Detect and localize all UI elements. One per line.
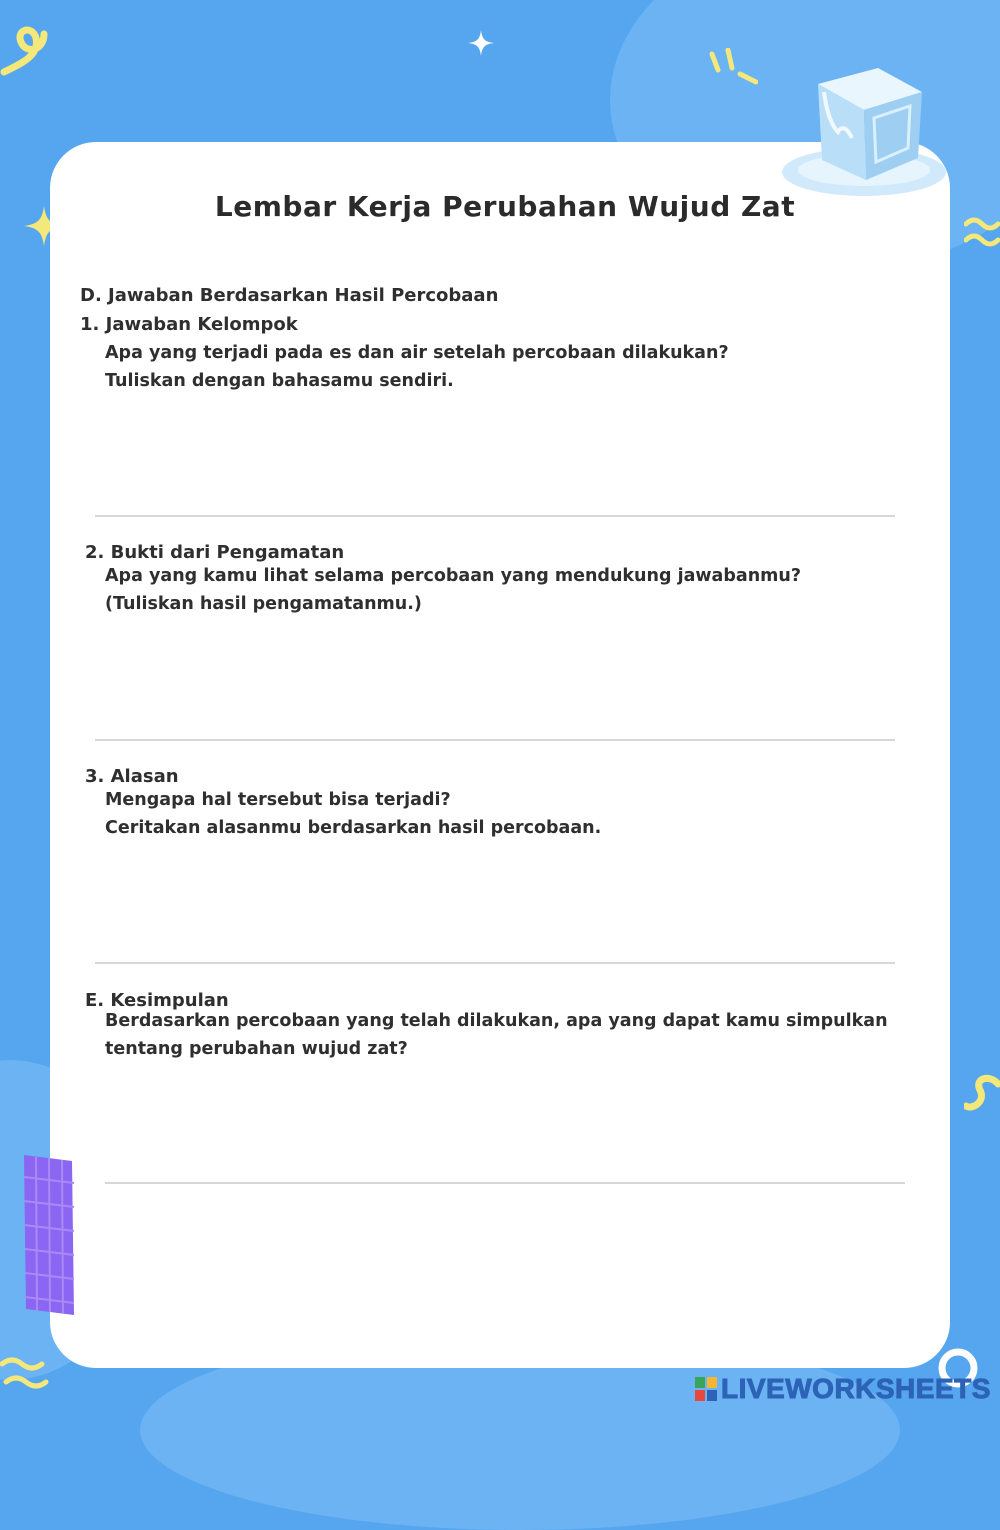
liveworksheets-logo-icon <box>695 1377 717 1401</box>
squiggle-icon <box>964 1070 1000 1116</box>
section-e-prompt-line-1: Berdasarkan percobaan yang telah dilakukan, apa yang dapat kamu simpulkan <box>105 1011 888 1031</box>
answer-line-4[interactable] <box>105 1182 905 1184</box>
question-2-prompt-line-2: (Tuliskan hasil pengamatanmu.) <box>105 594 422 614</box>
section-d-heading: D. Jawaban Berdasarkan Hasil Percobaan <box>80 285 499 306</box>
squiggle-icon <box>0 1356 50 1392</box>
squiggle-icon <box>964 214 1000 250</box>
question-3-heading: 3. Alasan <box>85 766 179 787</box>
section-e-prompt-line-2: tentang perubahan wujud zat? <box>105 1039 408 1059</box>
question-3-prompt-line-1: Mengapa hal tersebut bisa terjadi? <box>105 790 451 810</box>
answer-line-3[interactable] <box>95 962 895 964</box>
question-1-prompt-line-1: Apa yang terjadi pada es dan air setelah percobaan dilakukan? <box>105 343 729 363</box>
brand-text: LIVEWORKSHEETS <box>721 1373 991 1404</box>
answer-line-1[interactable] <box>95 515 895 517</box>
squiggle-icon <box>706 48 758 92</box>
liveworksheets-brand[interactable] <box>695 1372 991 1406</box>
answer-line-2[interactable] <box>95 739 895 741</box>
washi-tape-icon <box>22 1155 76 1315</box>
sparkle-icon <box>468 30 494 56</box>
question-1-heading: 1. Jawaban Kelompok <box>80 314 298 335</box>
page-title: Lembar Kerja Perubahan Wujud Zat <box>214 190 796 223</box>
squiggle-icon <box>0 20 50 80</box>
section-e-heading: E. Kesimpulan <box>85 990 229 1011</box>
question-2-heading: 2. Bukti dari Pengamatan <box>85 542 345 563</box>
question-2-prompt-line-1: Apa yang kamu lihat selama percobaan yang mendukung jawabanmu? <box>105 566 802 586</box>
question-3-prompt-line-2: Ceritakan alasanmu berdasarkan hasil percobaan. <box>105 818 602 838</box>
question-1-prompt-line-2: Tuliskan dengan bahasamu sendiri. <box>105 371 454 391</box>
